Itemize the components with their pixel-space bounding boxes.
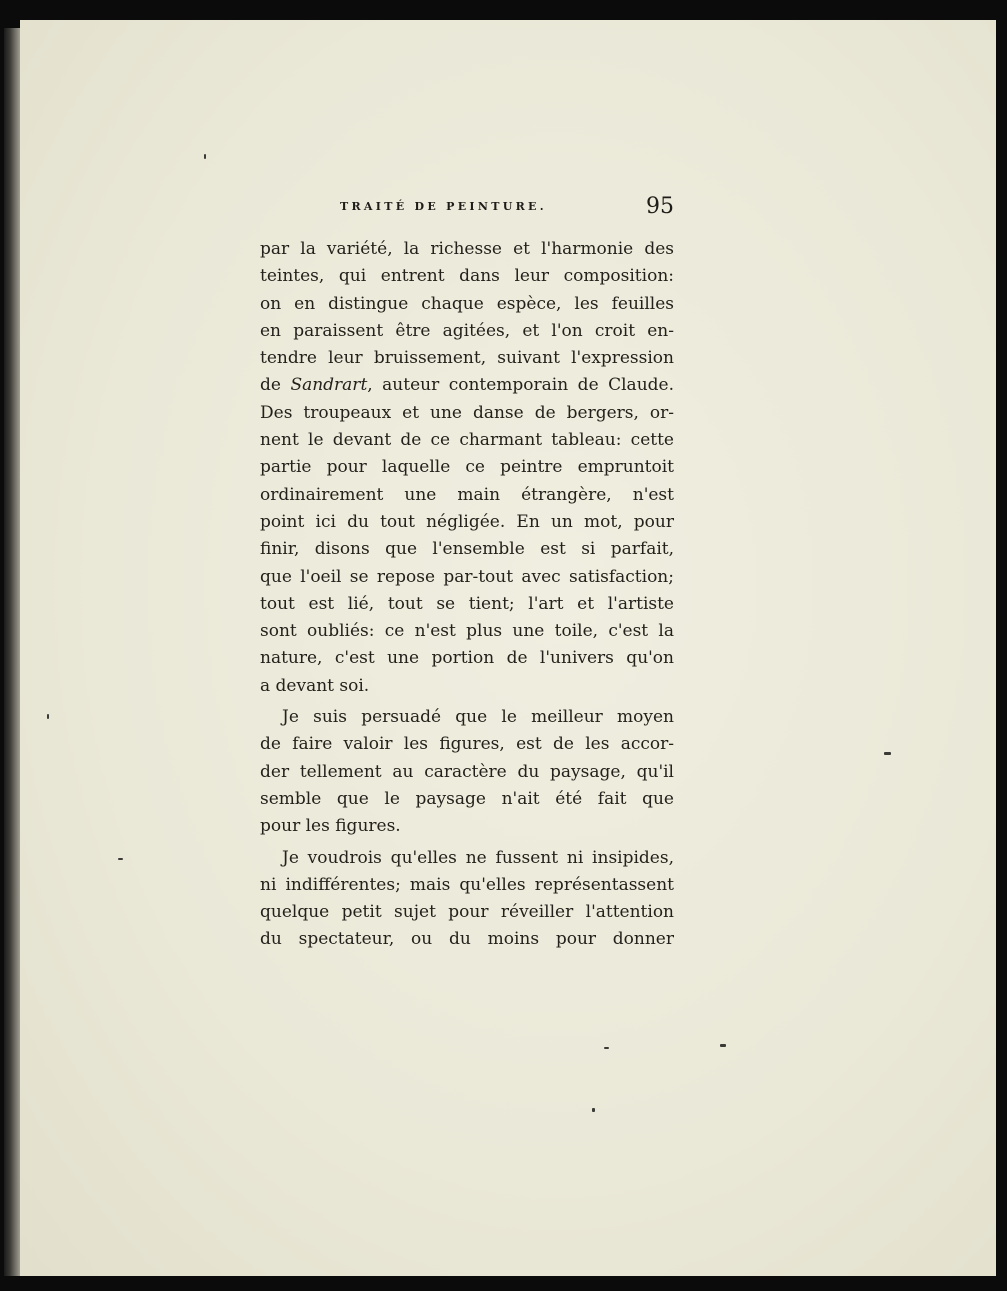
text-line: du spectateur, ou du moins pour donner: [260, 929, 674, 950]
text-line: nature, c'est une portion de l'univers qu'on: [260, 648, 674, 669]
text-line: semble que le paysage n'ait été fait que: [260, 788, 674, 809]
text-line: partie pour laquelle ce peintre empruntoit: [260, 457, 674, 478]
text-line: a devant soi.: [260, 675, 370, 696]
text-line: on en distingue chaque espèce, les feuilles: [260, 293, 674, 314]
text-line: nent le devant de ce charmant tableau: cette: [260, 430, 674, 451]
text-line: point ici du tout négligée. En un mot, pour: [260, 511, 674, 532]
paper-speck: [604, 1047, 609, 1049]
paper-speck: [47, 714, 49, 719]
text-line: Je suis persuadé que le meilleur moyen: [282, 707, 674, 728]
text-line: teintes, qui entrent dans leur composition:: [260, 266, 674, 287]
text-line: tendre leur bruissement, suivant l'expression: [260, 348, 674, 369]
paper-speck: [592, 1108, 595, 1112]
page-header: [340, 186, 676, 222]
paper-speck: [204, 154, 206, 159]
paragraph: [260, 704, 674, 840]
text-line: quelque petit sujet pour réveiller l'attention: [260, 902, 674, 923]
paragraph: [260, 236, 674, 700]
text-line: finir, disons que l'ensemble est si parfait,: [260, 539, 674, 560]
text-line: tout est lié, tout se tient; l'art et l'artiste: [260, 593, 674, 614]
text-line: pour les figures.: [260, 816, 401, 837]
text-line: sont oubliés: ce n'est plus une toile, c'est la: [260, 621, 674, 642]
author-name: Sandrart: [290, 375, 368, 396]
text-line: par la variété, la richesse et l'harmonie des: [260, 239, 674, 259]
paper-speck: [884, 752, 891, 755]
page-number: 95: [646, 194, 674, 219]
text-line: que l'oeil se repose par-tout avec satisfaction;: [260, 566, 674, 587]
text-line: de faire valoir les figures, est de les accor-: [260, 734, 674, 755]
text-line: de Sandrart, auteur contemporain de Claude.: [260, 375, 674, 396]
page-body: [260, 236, 674, 954]
paragraph: [260, 845, 674, 954]
running-head: TRAITÉ DE PEINTURE.: [340, 200, 547, 213]
text-line: ni indifférentes; mais qu'elles représentassent: [260, 874, 674, 895]
text-line: Je voudrois qu'elles ne fussent ni insipides,: [282, 847, 674, 868]
text-line: der tellement au caractère du paysage, qu'il: [260, 761, 674, 782]
paper-speck: [720, 1044, 726, 1047]
text-line: en paraissent être agitées, et l'on croit en-: [260, 320, 674, 341]
text-line: Des troupeaux et une danse de bergers, or-: [260, 402, 674, 423]
paper-speck: [118, 858, 123, 860]
text-line: ordinairement une main étrangère, n'est: [260, 484, 674, 505]
